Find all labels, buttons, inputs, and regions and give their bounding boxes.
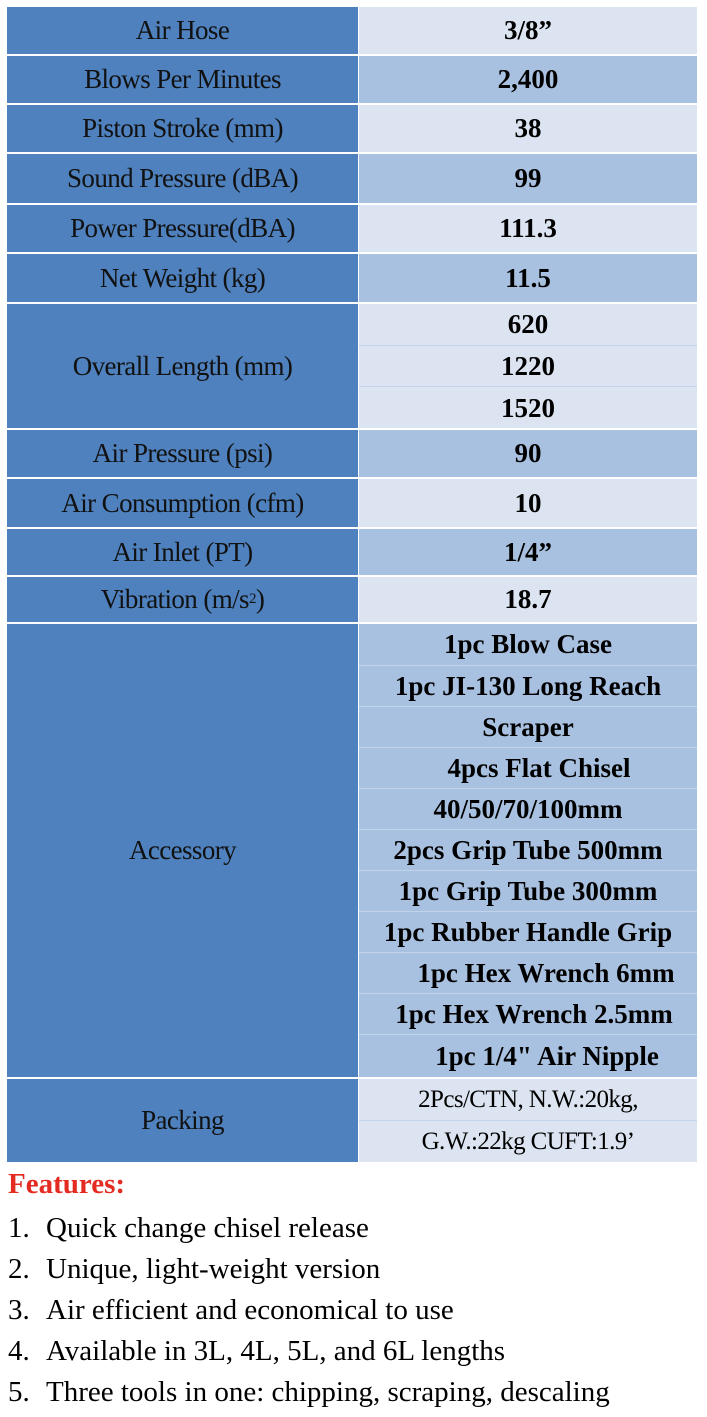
accessory-item: 1pc 1/4" Air Nipple — [359, 1034, 697, 1078]
spec-label-overall-length: Overall Length (mm) — [7, 304, 358, 428]
spec-label-power-pressure: Power Pressure(dBA) — [7, 205, 358, 252]
spec-label-accessory: Accessory — [7, 624, 358, 1077]
spec-label-blows-per-minute: Blows Per Minutes — [7, 56, 358, 103]
vibration-label-superscript: 2 — [248, 591, 256, 607]
feature-item — [8, 1249, 610, 1290]
spec-value-sound-pressure: 99 — [359, 154, 697, 203]
features-list — [8, 1208, 610, 1413]
spec-value-blows-per-minute: 2,400 — [359, 56, 697, 103]
feature-text: Air efficient and economical to use — [46, 1294, 454, 1326]
overall-length-value: 1220 — [359, 345, 697, 387]
spec-label-piston-stroke: Piston Stroke (mm) — [7, 105, 358, 152]
spec-value-packing — [359, 1079, 697, 1162]
feature-item — [8, 1372, 610, 1413]
overall-length-value: 620 — [507, 309, 549, 339]
accessory-item: 1pc JI-130 Long Reach — [359, 665, 697, 707]
spec-label-air-pressure: Air Pressure (psi) — [7, 430, 358, 477]
feature-number: 3. — [8, 1294, 30, 1326]
feature-item — [8, 1208, 610, 1249]
vibration-label-suffix: ) — [255, 584, 265, 614]
accessory-item: 1pc Hex Wrench 6mm — [359, 952, 697, 994]
spec-label-air-inlet: Air Inlet (PT) — [7, 529, 358, 575]
feature-text: Quick change chisel release — [46, 1212, 369, 1244]
accessory-item: 4pcs Flat Chisel — [359, 747, 697, 789]
overall-length-value: 1520 — [359, 386, 697, 429]
spec-value-overall-length — [359, 304, 697, 428]
accessory-item: 2pcs Grip Tube 500mm — [359, 829, 697, 871]
packing-line: G.W.:22kg CUFT:1.9’ — [359, 1120, 697, 1163]
spec-value-power-pressure: 111.3 — [359, 205, 697, 252]
spec-value-accessory — [359, 624, 697, 1077]
vibration-label-text: Vibration (m/s — [100, 584, 249, 614]
spec-label-vibration — [7, 577, 358, 622]
spec-value-air-hose: 3/8” — [359, 7, 697, 54]
accessory-item: 1pc Blow Case — [444, 629, 612, 659]
accessory-item: 1pc Rubber Handle Grip — [359, 911, 697, 953]
spec-value-piston-stroke: 38 — [359, 105, 697, 152]
spec-value-vibration: 18.7 — [359, 577, 697, 622]
feature-text: Unique, light-weight version — [46, 1253, 381, 1285]
feature-number: 4. — [8, 1335, 30, 1367]
feature-text: Available in 3L, 4L, 5L, and 6L lengths — [46, 1335, 506, 1367]
feature-number: 5. — [8, 1376, 30, 1408]
packing-line: 2Pcs/CTN, N.W.:20kg, — [418, 1085, 638, 1113]
spec-value-air-pressure: 90 — [359, 430, 697, 477]
feature-number: 2. — [8, 1253, 30, 1285]
spec-table — [7, 7, 697, 1162]
feature-item — [8, 1331, 610, 1372]
accessory-item: 1pc Hex Wrench 2.5mm — [359, 993, 697, 1035]
feature-item — [8, 1290, 610, 1331]
feature-number: 1. — [8, 1212, 30, 1244]
accessory-item: 40/50/70/100mm — [359, 788, 697, 830]
spec-value-air-inlet: 1/4” — [359, 529, 697, 575]
spec-label-air-consumption: Air Consumption (cfm) — [7, 479, 358, 527]
spec-value-air-consumption: 10 — [359, 479, 697, 527]
spec-label-sound-pressure: Sound Pressure (dBA) — [7, 154, 358, 203]
accessory-item: Scraper — [359, 706, 697, 748]
features-heading: Features: — [8, 1168, 126, 1200]
spec-label-air-hose: Air Hose — [7, 7, 358, 54]
feature-text: Three tools in one: chipping, scraping, descaling — [46, 1376, 610, 1408]
spec-value-net-weight: 11.5 — [359, 254, 697, 302]
spec-label-net-weight: Net Weight (kg) — [7, 254, 358, 302]
spec-label-packing: Packing — [7, 1079, 358, 1162]
accessory-item: 1pc Grip Tube 300mm — [359, 870, 697, 912]
